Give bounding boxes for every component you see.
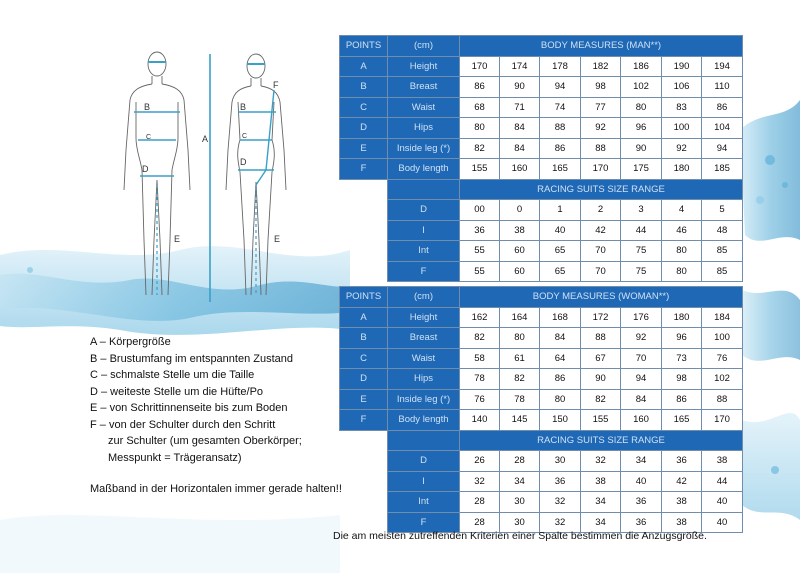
value-cell: 92	[662, 138, 702, 159]
value-cell: 86	[460, 77, 500, 98]
value-cell: 34	[500, 471, 540, 492]
value-cell: 65	[540, 241, 581, 262]
value-cell: 180	[662, 307, 702, 328]
value-cell: 82	[500, 369, 540, 390]
value-cell: 67	[581, 348, 621, 369]
value-cell: 0	[500, 200, 540, 221]
value-cell: 96	[662, 328, 702, 349]
table-row	[340, 328, 743, 349]
value-cell: 84	[621, 389, 662, 410]
value-cell: 84	[500, 138, 540, 159]
value-cell: 34	[581, 492, 621, 513]
value-cell: 76	[702, 348, 743, 369]
measure-label: Breast	[388, 77, 460, 98]
man-header-row	[340, 36, 743, 57]
value-cell: 102	[702, 369, 743, 390]
value-cell: 70	[581, 241, 621, 262]
point-cell: C	[340, 97, 388, 118]
value-cell: 71	[500, 97, 540, 118]
female-label-b: B	[240, 102, 247, 112]
table-row	[340, 118, 743, 139]
value-cell: 85	[702, 261, 743, 282]
measure-label: Hips	[388, 369, 460, 390]
measure-label: Body length	[388, 159, 460, 180]
value-cell: 168	[540, 307, 581, 328]
point-cell: C	[340, 348, 388, 369]
value-cell: 5	[702, 200, 743, 221]
value-cell: 90	[621, 138, 662, 159]
table-row	[340, 97, 743, 118]
female-label-d: D	[240, 157, 247, 167]
value-cell: 88	[581, 138, 621, 159]
value-cell: 38	[662, 512, 702, 533]
measure-label: Height	[388, 307, 460, 328]
region-label: I	[388, 220, 460, 241]
value-cell: 36	[662, 451, 702, 472]
value-cell: 80	[662, 241, 702, 262]
measure-label: Inside leg (*)	[388, 389, 460, 410]
value-cell: 70	[581, 261, 621, 282]
value-cell: 92	[581, 118, 621, 139]
value-cell: 32	[540, 512, 581, 533]
value-cell: 32	[540, 492, 581, 513]
legend-item: C – schmalste Stelle um die Taille	[90, 369, 255, 381]
value-cell: 162	[460, 307, 500, 328]
value-cell: 40	[702, 512, 743, 533]
value-cell: 175	[621, 159, 662, 180]
value-cell: 164	[500, 307, 540, 328]
table-row	[340, 220, 743, 241]
value-cell: 85	[702, 241, 743, 262]
value-cell: 160	[621, 410, 662, 431]
value-cell: 184	[702, 307, 743, 328]
value-cell: 40	[540, 220, 581, 241]
point-cell: A	[340, 56, 388, 77]
table-row	[340, 241, 743, 262]
value-cell: 60	[500, 241, 540, 262]
value-cell: 64	[540, 348, 581, 369]
footer-note: Die am meisten zutreffenden Kriterien einer Spalte bestimmen die Anzugsgröße.	[333, 530, 707, 542]
value-cell: 55	[460, 261, 500, 282]
unit-header: (cm)	[388, 287, 460, 308]
value-cell: 80	[500, 328, 540, 349]
points-header: POINTS	[340, 287, 388, 308]
table-row	[340, 348, 743, 369]
value-cell: 100	[702, 328, 743, 349]
value-cell: 36	[460, 220, 500, 241]
value-cell: 32	[460, 471, 500, 492]
value-cell: 80	[460, 118, 500, 139]
value-cell: 30	[500, 512, 540, 533]
value-cell: 90	[500, 77, 540, 98]
value-cell: 4	[662, 200, 702, 221]
value-cell: 32	[581, 451, 621, 472]
table-row	[340, 471, 743, 492]
value-cell: 58	[460, 348, 500, 369]
points-header: POINTS	[340, 36, 388, 57]
value-cell: 84	[500, 118, 540, 139]
legend-item: E – von Schrittinnenseite bis zum Boden	[90, 402, 288, 414]
value-cell: 65	[540, 261, 581, 282]
value-cell: 1	[540, 200, 581, 221]
racing-suits-title: RACING SUITS SIZE RANGE	[460, 430, 743, 451]
value-cell: 82	[581, 389, 621, 410]
point-cell: F	[340, 159, 388, 180]
legend-item: Messpunkt = Trägeransatz)	[108, 451, 242, 464]
region-label: I	[388, 471, 460, 492]
value-cell: 94	[540, 77, 581, 98]
point-cell: A	[340, 307, 388, 328]
female-figure	[226, 54, 286, 295]
table-row	[340, 159, 743, 180]
region-label: Int	[388, 492, 460, 513]
table-row	[340, 492, 743, 513]
legend-item: B – Brustumfang im entspannten Zustand	[90, 352, 294, 365]
female-label-f: F	[273, 80, 279, 90]
male-label-e: E	[174, 234, 181, 244]
value-cell: 74	[540, 97, 581, 118]
value-cell: 160	[500, 159, 540, 180]
measure-label: Hips	[388, 118, 460, 139]
value-cell: 46	[662, 220, 702, 241]
value-cell: 42	[581, 220, 621, 241]
value-cell: 78	[500, 389, 540, 410]
value-cell: 110	[702, 77, 743, 98]
table-row	[340, 138, 743, 159]
value-cell: 40	[621, 471, 662, 492]
value-cell: 61	[500, 348, 540, 369]
value-cell: 80	[540, 389, 581, 410]
man-size-table	[339, 35, 743, 282]
value-cell: 38	[662, 492, 702, 513]
male-label-a: A	[202, 134, 209, 144]
table-row	[340, 451, 743, 472]
value-cell: 190	[662, 56, 702, 77]
body-measurement-figures	[100, 40, 300, 310]
value-cell: 194	[702, 56, 743, 77]
value-cell: 30	[500, 492, 540, 513]
legend-item: F – von der Schulter durch den Schritt	[90, 418, 276, 431]
value-cell: 75	[621, 261, 662, 282]
value-cell: 98	[581, 77, 621, 98]
value-cell: 98	[662, 369, 702, 390]
value-cell: 76	[460, 389, 500, 410]
table-row	[340, 369, 743, 390]
value-cell: 70	[621, 348, 662, 369]
value-cell: 185	[702, 159, 743, 180]
body-measures-title: BODY MEASURES (MAN**)	[460, 36, 743, 57]
measure-label: Waist	[388, 97, 460, 118]
value-cell: 86	[702, 97, 743, 118]
value-cell: 172	[581, 307, 621, 328]
value-cell: 38	[500, 220, 540, 241]
measure-label: Breast	[388, 328, 460, 349]
value-cell: 150	[540, 410, 581, 431]
table-row	[340, 410, 743, 431]
value-cell: 40	[702, 492, 743, 513]
measure-label: Body length	[388, 410, 460, 431]
value-cell: 60	[500, 261, 540, 282]
point-cell: F	[340, 410, 388, 431]
value-cell: 86	[540, 369, 581, 390]
value-cell: 3	[621, 200, 662, 221]
value-cell: 155	[581, 410, 621, 431]
male-label-d: D	[142, 164, 149, 174]
value-cell: 36	[621, 492, 662, 513]
region-label: F	[388, 261, 460, 282]
male-figure	[124, 52, 190, 295]
value-cell: 26	[460, 451, 500, 472]
value-cell: 178	[540, 56, 581, 77]
value-cell: 38	[581, 471, 621, 492]
value-cell: 2	[581, 200, 621, 221]
value-cell: 80	[662, 261, 702, 282]
legend-item: zur Schulter (um gesamten Oberkörper;	[108, 435, 302, 447]
value-cell: 82	[460, 138, 500, 159]
value-cell: 73	[662, 348, 702, 369]
value-cell: 88	[540, 118, 581, 139]
table-row	[340, 389, 743, 410]
value-cell: 182	[581, 56, 621, 77]
value-cell: 86	[540, 138, 581, 159]
value-cell: 68	[460, 97, 500, 118]
value-cell: 165	[662, 410, 702, 431]
value-cell: 44	[702, 471, 743, 492]
measure-label: Inside leg (*)	[388, 138, 460, 159]
measurement-legend	[90, 334, 302, 466]
region-label: F	[388, 512, 460, 533]
table-row	[340, 56, 743, 77]
value-cell: 180	[662, 159, 702, 180]
woman-size-table	[339, 286, 743, 533]
region-label: D	[388, 200, 460, 221]
point-cell: B	[340, 328, 388, 349]
value-cell: 102	[621, 77, 662, 98]
value-cell: 80	[621, 97, 662, 118]
value-cell: 75	[621, 241, 662, 262]
value-cell: 55	[460, 241, 500, 262]
value-cell: 48	[702, 220, 743, 241]
body-measures-title: BODY MEASURES (WOMAN**)	[460, 287, 743, 308]
table-row	[340, 200, 743, 221]
value-cell: 00	[460, 200, 500, 221]
legend-item: A – Körpergröße	[90, 336, 171, 348]
value-cell: 88	[581, 328, 621, 349]
value-cell: 83	[662, 97, 702, 118]
value-cell: 90	[581, 369, 621, 390]
racing-suits-title: RACING SUITS SIZE RANGE	[460, 179, 743, 200]
value-cell: 77	[581, 97, 621, 118]
racing-header-row	[340, 179, 743, 200]
male-label-b: B	[144, 102, 151, 112]
value-cell: 174	[500, 56, 540, 77]
woman-header-row	[340, 287, 743, 308]
value-cell: 104	[702, 118, 743, 139]
measure-label: Waist	[388, 348, 460, 369]
value-cell: 170	[702, 410, 743, 431]
table-row	[340, 77, 743, 98]
value-cell: 78	[460, 369, 500, 390]
legend-item: D – weiteste Stelle um die Hüfte/Po	[90, 385, 264, 398]
point-cell: E	[340, 138, 388, 159]
unit-header: (cm)	[388, 36, 460, 57]
value-cell: 165	[540, 159, 581, 180]
value-cell: 170	[460, 56, 500, 77]
value-cell: 34	[581, 512, 621, 533]
value-cell: 36	[621, 512, 662, 533]
value-cell: 36	[540, 471, 581, 492]
value-cell: 28	[460, 492, 500, 513]
value-cell: 106	[662, 77, 702, 98]
value-cell: 96	[621, 118, 662, 139]
value-cell: 88	[702, 389, 743, 410]
region-label: D	[388, 451, 460, 472]
value-cell: 84	[540, 328, 581, 349]
value-cell: 82	[460, 328, 500, 349]
point-cell: D	[340, 118, 388, 139]
male-label-c: C	[146, 134, 152, 141]
value-cell: 44	[621, 220, 662, 241]
value-cell: 186	[621, 56, 662, 77]
value-cell: 28	[460, 512, 500, 533]
value-cell: 38	[702, 451, 743, 472]
table-row	[340, 307, 743, 328]
measuring-tape-note: Maßband in der Horizontalen immer gerade halten!!	[90, 483, 342, 495]
value-cell: 140	[460, 410, 500, 431]
value-cell: 176	[621, 307, 662, 328]
value-cell: 170	[581, 159, 621, 180]
table-row	[340, 261, 743, 282]
value-cell: 92	[621, 328, 662, 349]
measure-label: Height	[388, 56, 460, 77]
female-label-c: C	[242, 133, 248, 140]
value-cell: 155	[460, 159, 500, 180]
racing-header-row	[340, 430, 743, 451]
point-cell: E	[340, 389, 388, 410]
value-cell: 100	[662, 118, 702, 139]
point-cell: B	[340, 77, 388, 98]
value-cell: 145	[500, 410, 540, 431]
value-cell: 94	[702, 138, 743, 159]
value-cell: 30	[540, 451, 581, 472]
value-cell: 86	[662, 389, 702, 410]
value-cell: 28	[500, 451, 540, 472]
female-label-e: E	[274, 234, 281, 244]
value-cell: 42	[662, 471, 702, 492]
point-cell: D	[340, 369, 388, 390]
value-cell: 94	[621, 369, 662, 390]
region-label: Int	[388, 241, 460, 262]
value-cell: 34	[621, 451, 662, 472]
